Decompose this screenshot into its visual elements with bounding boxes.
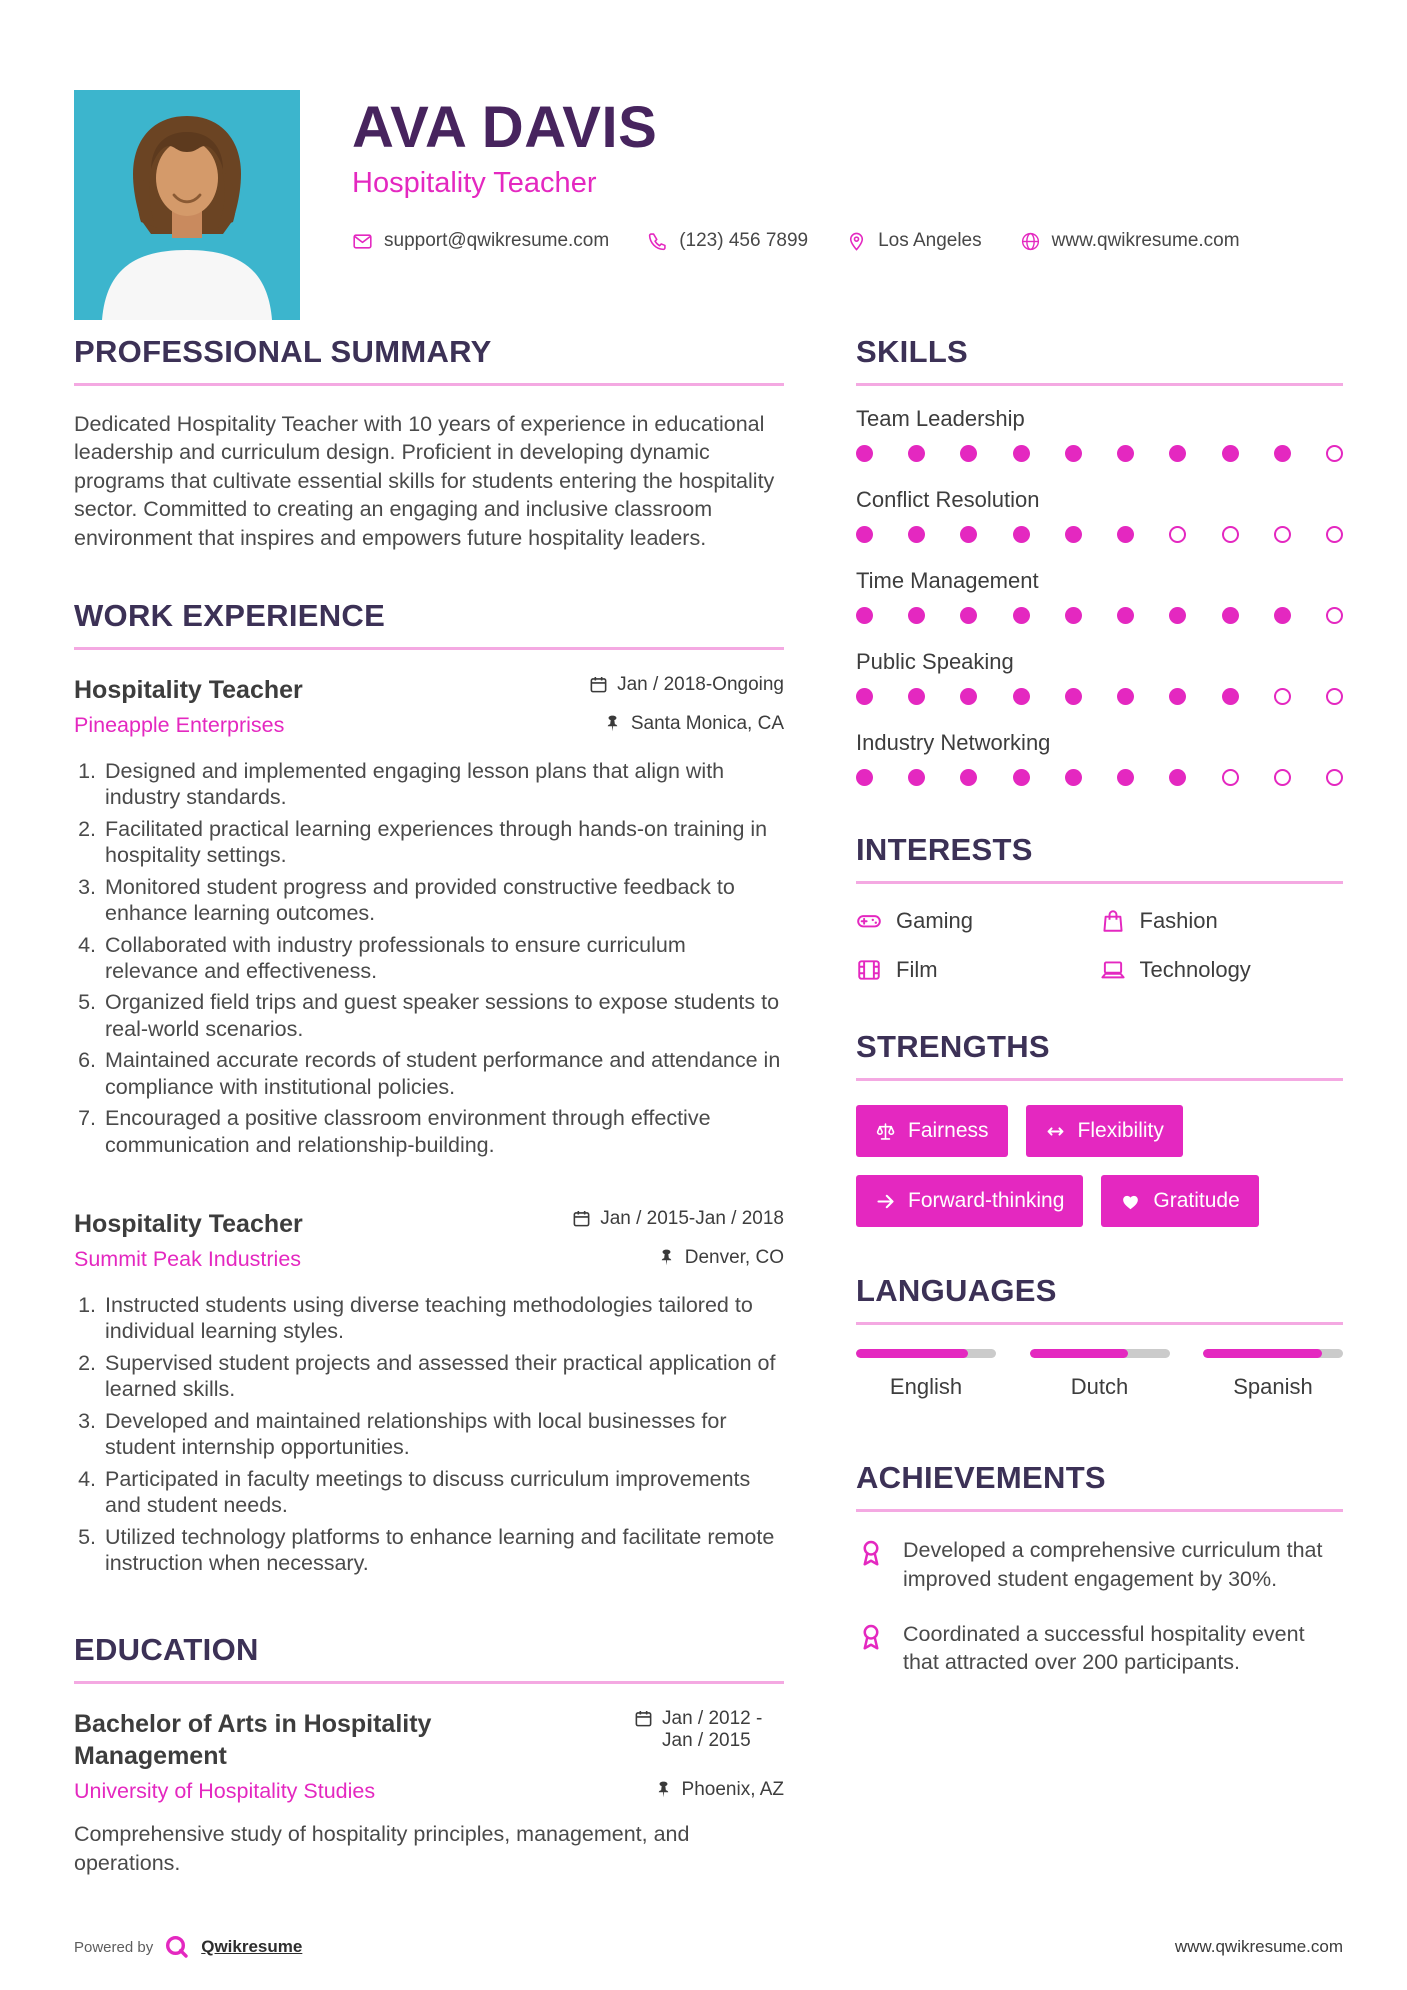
skill-name: Team Leadership: [856, 406, 1025, 431]
work-experience-section: [74, 598, 784, 1577]
strengths-section: [856, 1029, 1343, 1227]
skill-dot-filled: [1065, 769, 1082, 786]
skill-dot-empty: [1326, 769, 1343, 786]
laptop-icon: [1100, 957, 1126, 983]
skill-dot-filled: [908, 769, 925, 786]
pushpin-icon: [603, 714, 622, 735]
skill-dot-filled: [856, 607, 873, 624]
contact-text: support@qwikresume.com: [384, 230, 610, 252]
profile-photo: [74, 90, 300, 320]
skill-name: Conflict Resolution: [856, 487, 1040, 512]
interest-label: Fashion: [1139, 908, 1218, 933]
skill-dot-filled: [1013, 445, 1030, 462]
education-entry: [74, 1708, 784, 1877]
skill-item: [856, 649, 1343, 705]
summary-section: [74, 334, 784, 552]
skill-dot-filled: [908, 526, 925, 543]
job-bullet: 1. Instructed students using diverse teaching methodologies tailored to individual learning styles.: [102, 1292, 784, 1345]
job-date-text: Jan / 2018-Ongoing: [617, 673, 784, 695]
job-company: Summit Peak Industries: [74, 1247, 302, 1271]
job-bullet: 2. Facilitated practical learning experiences through hands-on training in hospitality settings.: [102, 816, 784, 869]
contact-item[interactable]: [1020, 230, 1240, 252]
skill-dot-filled: [908, 445, 925, 462]
contact-row: [352, 230, 1240, 252]
job-bullet-list: [74, 1292, 784, 1576]
skill-dot-filled: [1065, 445, 1082, 462]
candidate-job-title: Hospitality Teacher: [352, 167, 597, 200]
skill-dot-empty: [1326, 526, 1343, 543]
skill-dot-filled: [960, 688, 977, 705]
strength-badge: [856, 1105, 1008, 1157]
strength-label: Flexibility: [1077, 1119, 1164, 1142]
contact-item[interactable]: [352, 230, 609, 252]
skill-dot-filled: [1117, 526, 1134, 543]
interest-item: [1100, 908, 1344, 934]
education-location-text: Phoenix, AZ: [681, 1779, 784, 1801]
education-degree: Bachelor of Arts in Hospitality Management: [74, 1710, 432, 1771]
achievements-heading: ACHIEVEMENTS: [856, 1460, 1343, 1512]
skill-dot-filled: [1169, 445, 1186, 462]
pushpin-icon: [654, 1780, 673, 1801]
achievement-text: Coordinated a successful hospitality event that attracted over 200 participants.: [903, 1621, 1305, 1675]
skill-dot-filled: [1013, 526, 1030, 543]
left-column: [74, 334, 784, 1923]
skill-dot-filled: [1169, 607, 1186, 624]
fashion-bag-icon: [1100, 908, 1126, 934]
skill-dot-filled: [1013, 688, 1030, 705]
skill-dot-filled: [1013, 769, 1030, 786]
skill-rating: [856, 526, 1343, 543]
skill-dot-filled: [960, 607, 977, 624]
skill-rating: [856, 769, 1343, 786]
strength-label: Forward-thinking: [908, 1189, 1065, 1212]
header-info: [352, 90, 1240, 252]
skill-dot-filled: [1013, 607, 1030, 624]
language-item: [856, 1349, 996, 1400]
candidate-name: AVA DAVIS: [352, 95, 658, 160]
skill-item: [856, 568, 1343, 624]
phone-icon: [647, 231, 668, 252]
skills-section: [856, 334, 1343, 786]
achievement-item: [856, 1620, 1343, 1678]
interest-label: Film: [896, 957, 938, 982]
skill-dot-filled: [1222, 607, 1239, 624]
job-bullet: 3. Monitored student progress and provided constructive feedback to enhance learning outcomes.: [102, 874, 784, 927]
skill-dot-empty: [1274, 526, 1291, 543]
envelope-icon: [352, 231, 373, 252]
job-bullet: 3. Developed and maintained relationships with local businesses for student internship opportunities.: [102, 1408, 784, 1461]
job-bullet: 5. Organized field trips and guest speaker sessions to expose students to real-world scenarios.: [102, 989, 784, 1042]
skill-dot-filled: [1169, 688, 1186, 705]
skills-list: [856, 406, 1343, 786]
job-list: [74, 674, 784, 1577]
skill-rating: [856, 607, 1343, 624]
skill-dot-empty: [1326, 607, 1343, 624]
skill-item: [856, 406, 1343, 462]
summary-heading: PROFESSIONAL SUMMARY: [74, 334, 784, 386]
skill-dot-filled: [856, 688, 873, 705]
education-heading: EDUCATION: [74, 1632, 784, 1684]
skill-dot-empty: [1326, 445, 1343, 462]
skill-rating: [856, 688, 1343, 705]
footer-branding: [74, 1934, 302, 1960]
job-location-text: Denver, CO: [684, 1247, 784, 1268]
film-icon: [856, 957, 882, 983]
interest-label: Gaming: [896, 908, 974, 933]
qwikresume-brand-link[interactable]: Qwikresume: [201, 1937, 303, 1956]
strength-badge: [1026, 1105, 1183, 1157]
skill-dot-filled: [960, 526, 977, 543]
skill-dot-filled: [856, 769, 873, 786]
resume-header: [0, 0, 1407, 320]
skill-rating: [856, 445, 1343, 462]
job-location: [603, 713, 784, 735]
skill-dot-filled: [856, 526, 873, 543]
summary-text: Dedicated Hospitality Teacher with 10 years of experience in educational leadership and curriculum design. Proficient in developing dynamic programs that cultivate essential skills for students entering the hospitality sector. Committed to creating an engaging and inclusive classroom environment that inspires and empowers future hospitality leaders.: [74, 412, 775, 550]
education-date-text: Jan / 2012 - Jan / 2015: [662, 1708, 763, 1752]
language-name: Spanish: [1233, 1374, 1313, 1399]
achievements-list: [856, 1536, 1343, 1677]
skill-dot-filled: [1117, 769, 1134, 786]
contact-text: (123) 456 7899: [679, 230, 809, 252]
award-medal-icon: [856, 1538, 886, 1568]
skill-name: Time Management: [856, 568, 1039, 593]
job-title: Hospitality Teacher: [74, 1210, 303, 1238]
job-date: [572, 1208, 784, 1230]
language-level-bar: [1203, 1349, 1343, 1358]
gamepad-icon: [856, 908, 882, 934]
pushpin-icon: [657, 1248, 676, 1269]
contact-text: www.qwikresume.com: [1051, 230, 1240, 252]
skill-dot-empty: [1274, 769, 1291, 786]
language-level-bar: [1030, 1349, 1170, 1358]
language-name: English: [889, 1374, 963, 1399]
interest-label: Technology: [1139, 957, 1251, 982]
skill-dot-filled: [1117, 445, 1134, 462]
job-location: [657, 1247, 784, 1269]
skill-dot-filled: [908, 688, 925, 705]
strength-badge: [1101, 1175, 1258, 1227]
job-bullet: 1. Designed and implemented engaging lesson plans that align with industry standards.: [102, 758, 784, 811]
skill-dot-filled: [1274, 445, 1291, 462]
profile-photo-image: [74, 90, 300, 320]
achievement-text: Developed a comprehensive curriculum that improved student engagement by 30%.: [903, 1538, 1323, 1591]
language-level-fill: [856, 1349, 968, 1358]
strengths-list: [856, 1105, 1343, 1227]
education-description: Comprehensive study of hospitality principles, management, and operations.: [74, 1822, 690, 1875]
skill-dot-empty: [1222, 526, 1239, 543]
contact-text: Los Angeles: [878, 230, 982, 252]
interests-heading: INTERESTS: [856, 832, 1343, 884]
calendar-icon: [589, 675, 608, 694]
strength-label: Gratitude: [1153, 1189, 1240, 1212]
skill-dot-filled: [856, 445, 873, 462]
language-item: [1030, 1349, 1170, 1400]
education-section: [74, 1632, 784, 1877]
strengths-heading: STRENGTHS: [856, 1029, 1343, 1081]
contact-item[interactable]: [846, 230, 982, 252]
skill-item: [856, 487, 1343, 543]
job-bullet-list: [74, 758, 784, 1158]
job-date: [589, 674, 784, 696]
powered-by-label: Powered by: [74, 1938, 154, 1956]
achievements-section: [856, 1460, 1343, 1677]
skill-item: [856, 730, 1343, 786]
language-level-bar: [856, 1349, 996, 1358]
location-pin-icon: [846, 231, 867, 252]
skill-dot-empty: [1169, 526, 1186, 543]
language-level-fill: [1203, 1349, 1322, 1358]
job-bullet: 5. Utilized technology platforms to enhance learning and facilitate remote instruction when necessary.: [102, 1524, 784, 1577]
skill-dot-filled: [1065, 526, 1082, 543]
calendar-icon: [634, 1709, 653, 1734]
strength-badge: [856, 1175, 1083, 1227]
interest-item: [856, 908, 1100, 934]
skill-dot-empty: [1274, 688, 1291, 705]
education-date: [634, 1708, 784, 1752]
skill-dot-filled: [1065, 688, 1082, 705]
contact-item[interactable]: [647, 230, 808, 252]
skill-dot-filled: [1117, 688, 1134, 705]
skill-dot-filled: [960, 445, 977, 462]
footer-website-link[interactable]: www.qwikresume.com: [1174, 1937, 1343, 1956]
skill-dot-empty: [1222, 769, 1239, 786]
job-bullet: 2. Supervised student projects and assessed their practical application of learned skills.: [102, 1350, 784, 1403]
calendar-icon: [572, 1209, 591, 1228]
skill-dot-filled: [1065, 607, 1082, 624]
strength-label: Fairness: [908, 1119, 989, 1142]
job-date-text: Jan / 2015-Jan / 2018: [600, 1208, 784, 1229]
skills-heading: SKILLS: [856, 334, 1343, 386]
interests-section: [856, 832, 1343, 983]
job-title: Hospitality Teacher: [74, 675, 303, 704]
interest-item: [856, 957, 1100, 983]
skill-dot-filled: [1117, 607, 1134, 624]
job-company: Pineapple Enterprises: [74, 712, 285, 737]
skill-dot-filled: [1274, 607, 1291, 624]
languages-section: [856, 1273, 1343, 1400]
heart-icon: [1120, 1191, 1141, 1212]
interest-item: [1100, 957, 1344, 983]
skill-name: Public Speaking: [856, 649, 1014, 674]
skill-name: Industry Networking: [856, 730, 1051, 755]
skill-dot-empty: [1326, 688, 1343, 705]
right-column: [856, 334, 1343, 1923]
globe-icon: [1020, 231, 1041, 252]
language-name: Dutch: [1070, 1374, 1129, 1399]
job-entry: [74, 1208, 784, 1576]
skill-dot-filled: [1222, 445, 1239, 462]
languages-list: [856, 1349, 1343, 1400]
achievement-item: [856, 1536, 1343, 1594]
job-bullet: 6. Maintained accurate records of student performance and attendance in compliance with institutional policies.: [102, 1047, 784, 1100]
scales-icon: [875, 1121, 896, 1142]
work-experience-heading: WORK EXPERIENCE: [74, 598, 784, 650]
education-location: [654, 1779, 784, 1801]
job-entry: [74, 674, 784, 1158]
language-level-fill: [1030, 1349, 1128, 1358]
arrow-right-icon: [875, 1191, 896, 1212]
job-bullet: 4. Participated in faculty meetings to discuss curriculum improvements and student needs.: [102, 1466, 784, 1519]
languages-heading: LANGUAGES: [856, 1273, 1343, 1325]
education-school: University of Hospitality Studies: [74, 1779, 376, 1804]
double-arrow-icon: [1045, 1121, 1066, 1142]
skill-dot-filled: [1222, 688, 1239, 705]
job-location-text: Santa Monica, CA: [630, 712, 784, 734]
interests-list: [856, 908, 1343, 983]
skill-dot-filled: [908, 607, 925, 624]
language-item: [1203, 1349, 1343, 1400]
page-footer: [74, 1934, 1343, 1960]
skill-dot-filled: [1169, 769, 1186, 786]
skill-dot-filled: [960, 769, 977, 786]
qwikresume-logo-icon: [164, 1934, 190, 1960]
award-medal-icon: [856, 1622, 886, 1652]
resume-body: [0, 334, 1407, 1923]
job-bullet: 7. Encouraged a positive classroom environment through effective communication and relationship-building.: [102, 1105, 784, 1158]
job-bullet: 4. Collaborated with industry professionals to ensure curriculum relevance and effectiveness.: [102, 932, 784, 985]
